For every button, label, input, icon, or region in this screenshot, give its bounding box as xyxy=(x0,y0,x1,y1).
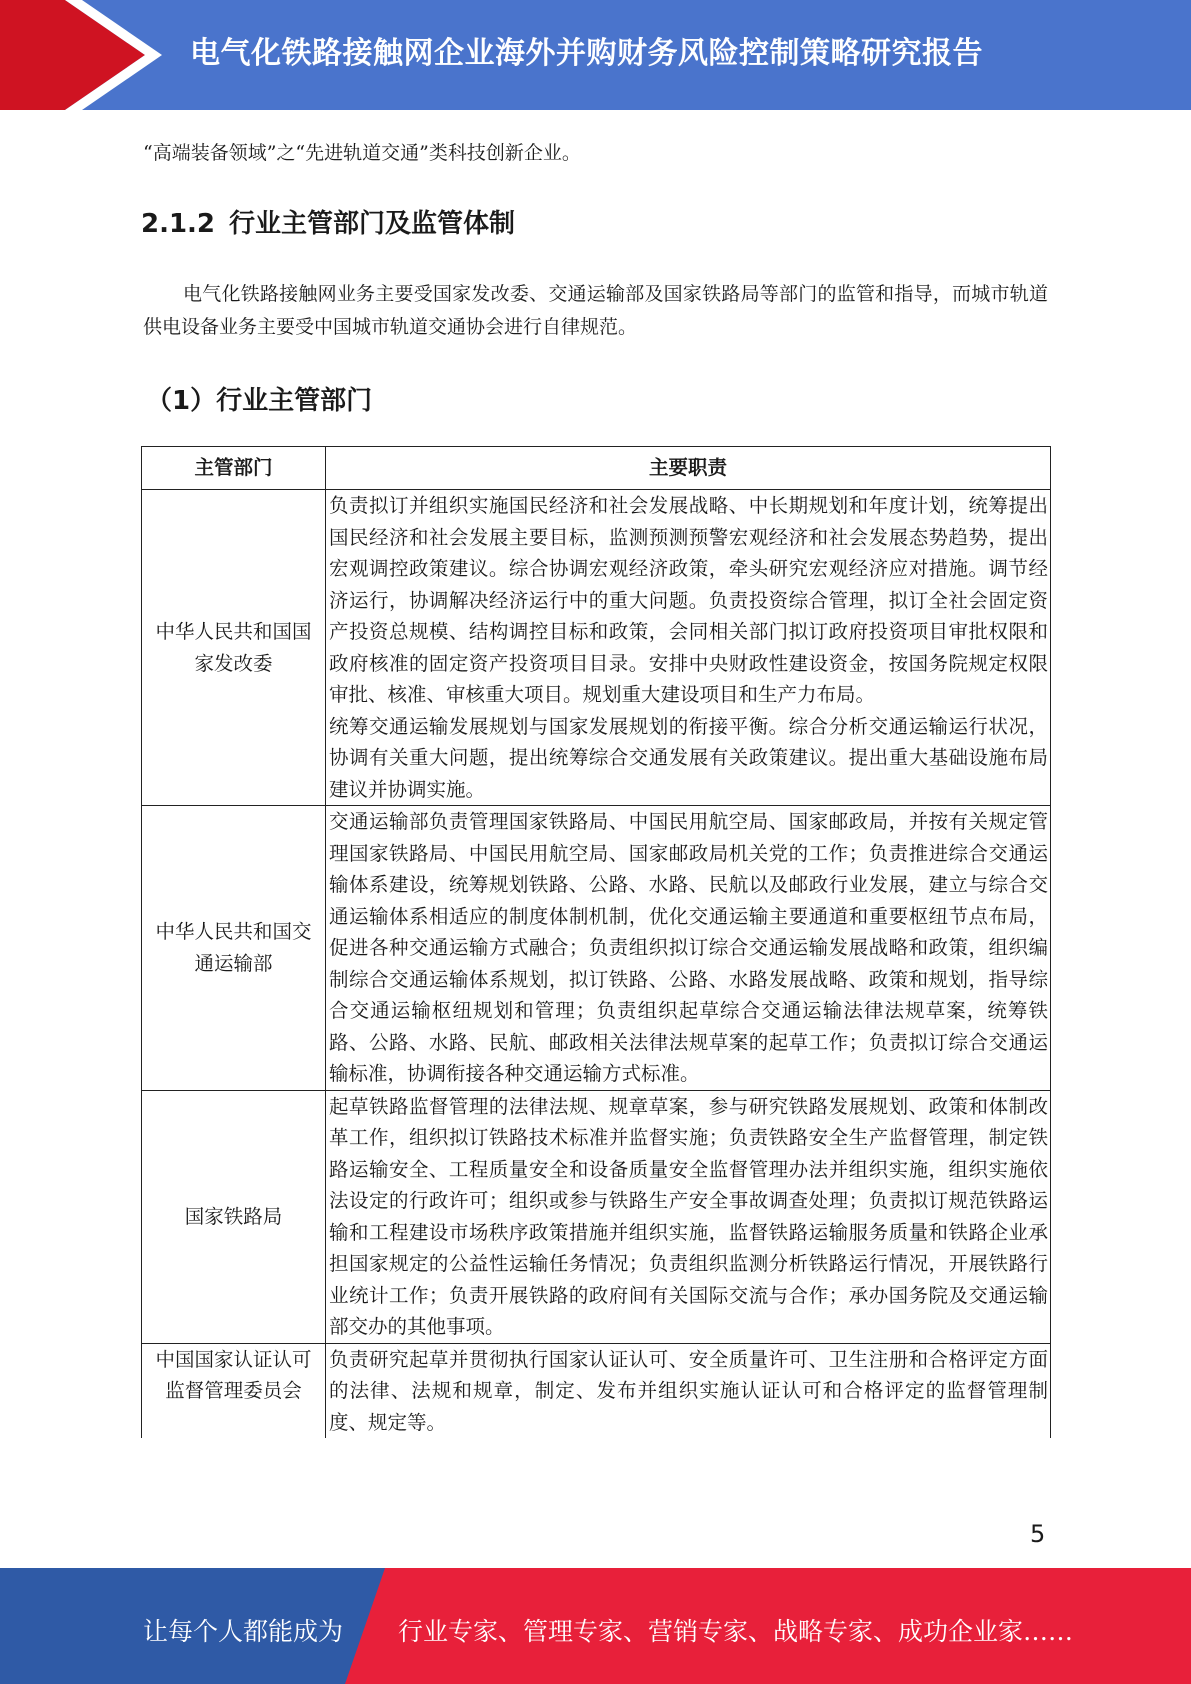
report-title: 电气化铁路接触网企业海外并购财务风险控制策略研究报告 xyxy=(190,36,983,71)
header-banner xyxy=(0,0,1191,110)
section-paragraph: 电气化铁路接触网业务主要受国家发改委、交通运输部及国家铁路局等部门的监管和指导，而城市轨道供电设备业务主要受中国城市轨道交通协会进行自律规范。 xyxy=(143,283,1048,338)
resp-cell xyxy=(326,1343,1051,1438)
page-number: 5 xyxy=(1030,1520,1046,1548)
table-row xyxy=(142,1090,1051,1343)
resp-paragraph: 负责研究起草并贯彻执行国家认证认可、安全质量许可、卫生注册和合格评定方面的法律、法规和规章，制定、发布并组织实施认证认可和合格评定的监督管理制度、规定等。 xyxy=(329,1347,1048,1434)
section-title: 行业主管部门及监管体制 xyxy=(229,209,516,239)
table-row xyxy=(142,806,1051,1091)
authority-table xyxy=(141,446,1051,1438)
header-dept: 主管部门 xyxy=(142,447,326,490)
dept-cell: 中华人民共和国交通运输部 xyxy=(142,806,326,1091)
subsection-title: （1）行业主管部门 xyxy=(146,386,373,416)
table-row xyxy=(142,1343,1051,1438)
resp-cell xyxy=(326,806,1051,1091)
resp-paragraph: 统筹交通运输发展规划与国家发展规划的衔接平衡。综合分析交通运输运行状况，协调有关重大问题，提出统筹综合交通发展有关政策建议。提出重大基础设施布局建议并协调实施。 xyxy=(329,714,1048,801)
section-number: 2.1.2 xyxy=(141,209,216,239)
resp-paragraph: 负责拟订并组织实施国民经济和社会发展战略、中长期规划和年度计划，统筹提出国民经济和社会发展主要目标，监测预测预警宏观经济和社会发展态势趋势，提出宏观调控政策建议。综合协调宏观经济政策，牵头研究宏观经济应对措施。调节经济运行，协调解决经济运行中的重大问题。负责投资综合管理，拟订全社会固定资产投资总规模、结构调控目标和政策，会同相关部门拟订政府投资项目审批权限和政府核准的固定资产投资项目目录。安排中央财政性建设资金，按国务院规定权限审批、核准、审核重大项目。规划重大建设项目和生产力布局。 xyxy=(329,494,1048,706)
resp-paragraph: 交通运输部负责管理国家铁路局、中国民用航空局、国家邮政局，并按有关规定管理国家铁路局、中国民用航空局、国家邮政局机关党的工作；负责推进综合交通运输体系建设，统筹规划铁路、公路、水路、民航以及邮政行业发展，建立与综合交通运输体系相适应的制度体制机制，优化交通运输主要通道和重要枢纽节点布局，促进各种交通运输方式融合；负责组织拟订综合交通运输发展战略和政策，组织编制综合交通运输体系规划，拟订铁路、公路、水路发展战略、政策和规划，指导综合交通运输枢纽规划和管理；负责组织起草综合交通运输法律法规草案，统筹铁路、公路、水路、民航、邮政相关法律法规草案的起草工作；负责拟订综合交通运输标准，协调衔接各种交通运输方式标准。 xyxy=(329,810,1048,1085)
dept-cell: 中华人民共和国国家发改委 xyxy=(142,490,326,806)
footer-slogan-left: 让每个人都能成为 xyxy=(143,1617,344,1646)
dept-cell: 国家铁路局 xyxy=(142,1090,326,1343)
section-heading xyxy=(141,203,515,240)
footer-slogan-right: 行业专家、管理专家、营销专家、战略专家、成功企业家…… xyxy=(398,1617,1074,1646)
footer-banner xyxy=(0,1568,1191,1684)
dept-cell: 中国国家认证认可监督管理委员会 xyxy=(142,1343,326,1438)
header-red-chevron xyxy=(0,0,145,110)
resp-cell xyxy=(326,490,1051,806)
intro-line: “高端装备领域”之“先进轨道交通”类科技创新企业。 xyxy=(143,142,581,164)
header-resp: 主要职责 xyxy=(326,447,1051,490)
resp-paragraph: 起草铁路监督管理的法律法规、规章草案，参与研究铁路发展规划、政策和体制改革工作，组织拟订铁路技术标准并监督实施；负责铁路安全生产监督管理，制定铁路运输安全、工程质量安全和设备质量安全监督管理办法并组织实施，组织实施依法设定的行政许可；组织或参与铁路生产安全事故调查处理；负责拟订规范铁路运输和工程建设市场秩序政策措施并组织实施，监督铁路运输服务质量和铁路企业承担国家规定的公益性运输任务情况；负责组织监测分析铁路运行情况，开展铁路行业统计工作；负责开展铁路的政府间有关国际交流与合作；承办国务院及交通运输部交办的其他事项。 xyxy=(329,1094,1048,1338)
table-header-row xyxy=(142,447,1051,490)
table-row xyxy=(142,490,1051,806)
resp-cell xyxy=(326,1090,1051,1343)
